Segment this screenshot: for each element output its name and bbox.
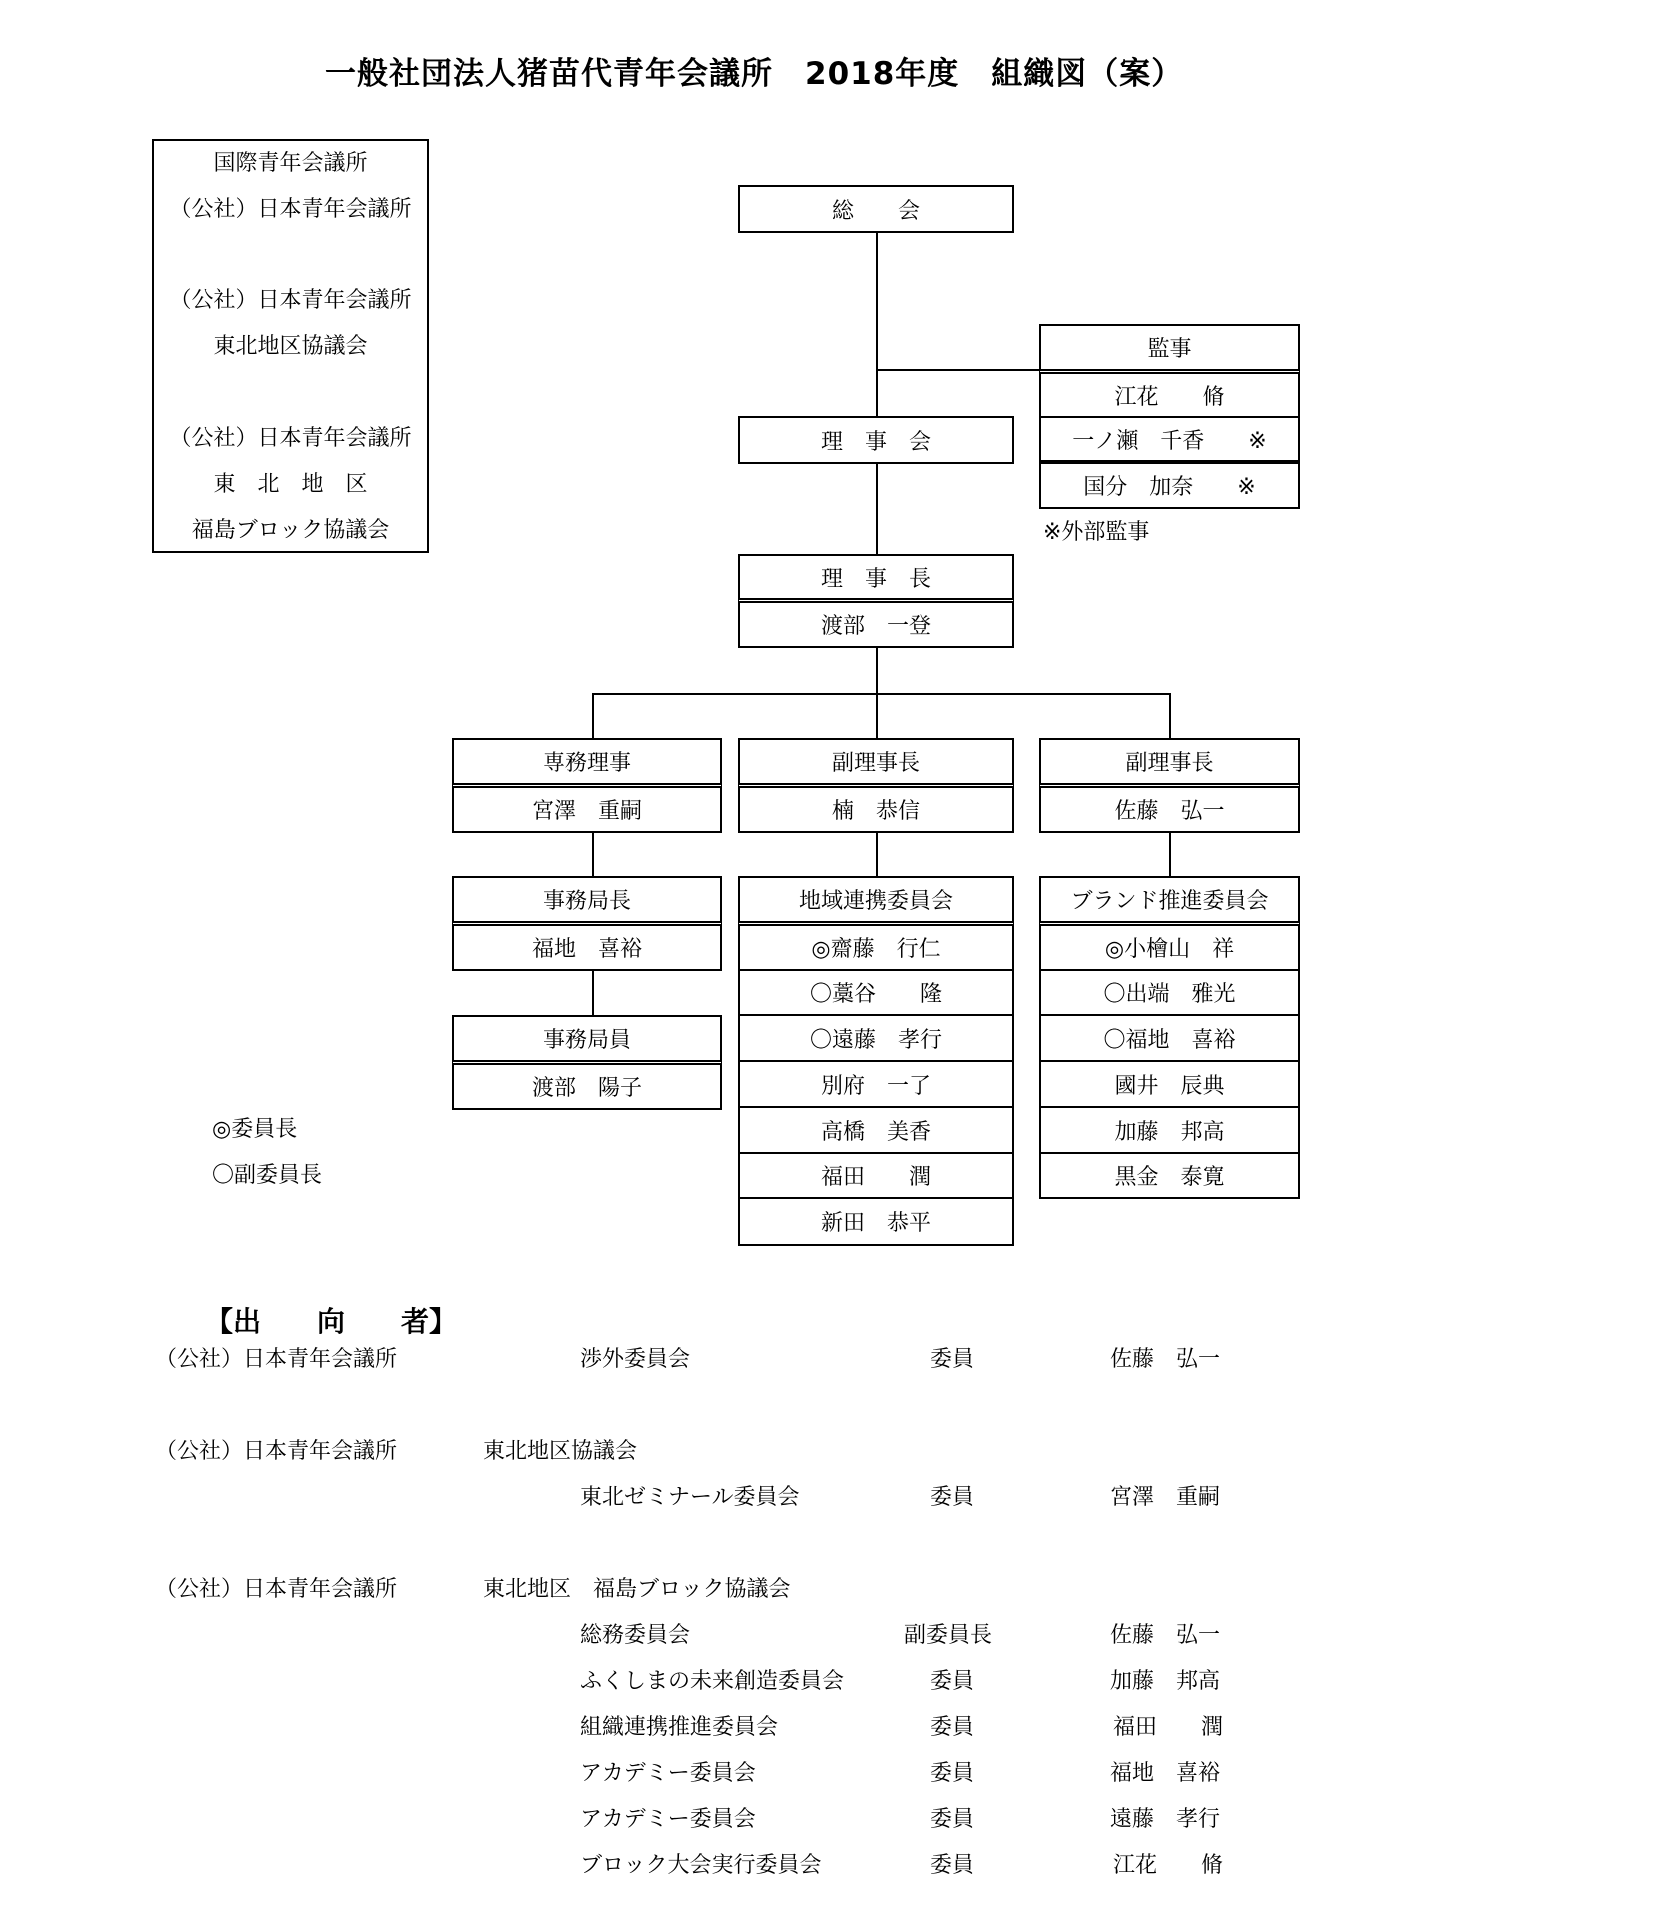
committee-member: 〇藁谷 隆	[738, 969, 1014, 1016]
legend-item: ◎委員長	[212, 1117, 298, 1142]
committee-member: 〇出端 雅光	[1039, 969, 1300, 1016]
secondment-name: 佐藤 弘一	[1110, 1347, 1221, 1372]
general-assembly-box: 総 会	[738, 185, 1014, 233]
secondment-committee: 東北ゼミナール委員会	[580, 1485, 800, 1510]
secondment-role: 委員	[930, 1715, 975, 1740]
committee-member: 別府 一了	[738, 1060, 1014, 1108]
affiliation-line: （公社）日本青年会議所	[169, 288, 412, 313]
connector-line	[592, 693, 594, 740]
connector-line	[876, 832, 878, 878]
secondment-name: 福田 潤	[1113, 1715, 1224, 1740]
legend-item: 〇副委員長	[212, 1163, 323, 1188]
committee-member: 國井 辰典	[1039, 1060, 1300, 1108]
committee-header: 地域連携委員会	[738, 876, 1014, 926]
affiliation-line: （公社）日本青年会議所	[169, 426, 412, 451]
section-heading: 【出 向 者】	[205, 1305, 458, 1338]
page-title: 一般社団法人猪苗代青年会議所 2018年度 組織図（案）	[325, 56, 1184, 92]
secondment-org: （公社）日本青年会議所	[155, 1439, 398, 1464]
committee-member: 黒金 泰寛	[1039, 1152, 1300, 1199]
secondment-name: 佐藤 弘一	[1110, 1623, 1221, 1648]
secondment-org: （公社）日本青年会議所	[155, 1347, 398, 1372]
auditor-header: 監事	[1039, 324, 1300, 374]
committee-header: ブランド推進委員会	[1039, 876, 1300, 926]
secondment-role: 委員	[930, 1669, 975, 1694]
auditor-member: 国分 加奈 ※	[1039, 462, 1300, 509]
secondment-role: 委員	[930, 1485, 975, 1510]
board-box: 理 事 会	[738, 416, 1014, 464]
secondment-committee: 組織連携推進委員会	[580, 1715, 779, 1740]
secondment-name: 福地 喜裕	[1110, 1761, 1221, 1786]
committee-member: 新田 恭平	[738, 1197, 1014, 1246]
secondment-role: 副委員長	[904, 1623, 993, 1648]
executive-director-header: 専務理事	[452, 738, 722, 788]
connector-line	[592, 693, 1170, 695]
secondment-role: 委員	[930, 1761, 975, 1786]
connector-line	[876, 462, 878, 556]
connector-line	[592, 970, 594, 1017]
secondment-role: 委員	[930, 1347, 975, 1372]
connector-line	[876, 232, 878, 418]
president-header: 理 事 長	[738, 554, 1014, 603]
auditor-member: 一ノ瀬 千香 ※	[1039, 416, 1300, 462]
president-name: 渡部 一登	[738, 601, 1014, 648]
secondment-name: 江花 脩	[1113, 1853, 1224, 1878]
secretariat-chief-name: 福地 喜裕	[452, 924, 722, 971]
secondment-committee: 総務委員会	[580, 1623, 691, 1648]
vice-president-header: 副理事長	[738, 738, 1014, 788]
committee-member: 高橋 美香	[738, 1106, 1014, 1154]
affiliation-line: （公社）日本青年会議所	[169, 197, 412, 222]
secondment-committee: アカデミー委員会	[580, 1761, 756, 1786]
connector-line	[1169, 693, 1171, 740]
committee-member: ◎齋藤 行仁	[738, 924, 1014, 971]
affiliation-box	[152, 139, 429, 553]
auditor-note: ※外部監事	[1043, 520, 1150, 545]
vice-president-name: 佐藤 弘一	[1039, 786, 1300, 833]
affiliation-line: 福島ブロック協議会	[191, 518, 390, 543]
secondment-suborg: 東北地区協議会	[483, 1439, 638, 1464]
vice-president-header: 副理事長	[1039, 738, 1300, 788]
secondment-org: （公社）日本青年会議所	[155, 1577, 398, 1602]
connector-line	[1169, 832, 1171, 878]
secondment-name: 宮澤 重嗣	[1110, 1485, 1221, 1510]
executive-director-name: 宮澤 重嗣	[452, 786, 722, 833]
secondment-role: 委員	[930, 1807, 975, 1832]
affiliation-line: 東 北 地 区	[213, 472, 368, 497]
committee-member: 福田 潤	[738, 1152, 1014, 1199]
secondment-role: 委員	[930, 1853, 975, 1878]
committee-member: 〇福地 喜裕	[1039, 1014, 1300, 1062]
affiliation-line: 国際青年会議所	[213, 151, 368, 176]
secondment-name: 遠藤 孝行	[1110, 1807, 1221, 1832]
auditor-member: 江花 脩	[1039, 372, 1300, 418]
secretariat-staff-name: 渡部 陽子	[452, 1063, 722, 1110]
committee-member: 加藤 邦高	[1039, 1106, 1300, 1154]
affiliation-line: 東北地区協議会	[213, 334, 368, 359]
connector-line	[592, 832, 594, 878]
secondment-name: 加藤 邦高	[1110, 1669, 1221, 1694]
secondment-committee: アカデミー委員会	[580, 1807, 756, 1832]
secondment-committee: ブロック大会実行委員会	[580, 1853, 822, 1878]
secondment-committee: 渉外委員会	[580, 1347, 691, 1372]
vice-president-name: 楠 恭信	[738, 786, 1014, 833]
committee-member: ◎小檜山 祥	[1039, 924, 1300, 971]
secondment-suborg: 東北地区 福島ブロック協議会	[483, 1577, 791, 1602]
secondment-committee: ふくしまの未来創造委員会	[580, 1669, 845, 1694]
committee-member: 〇遠藤 孝行	[738, 1014, 1014, 1062]
connector-line	[876, 369, 1040, 371]
secretariat-chief-header: 事務局長	[452, 876, 722, 926]
secretariat-staff-header: 事務局員	[452, 1015, 722, 1065]
